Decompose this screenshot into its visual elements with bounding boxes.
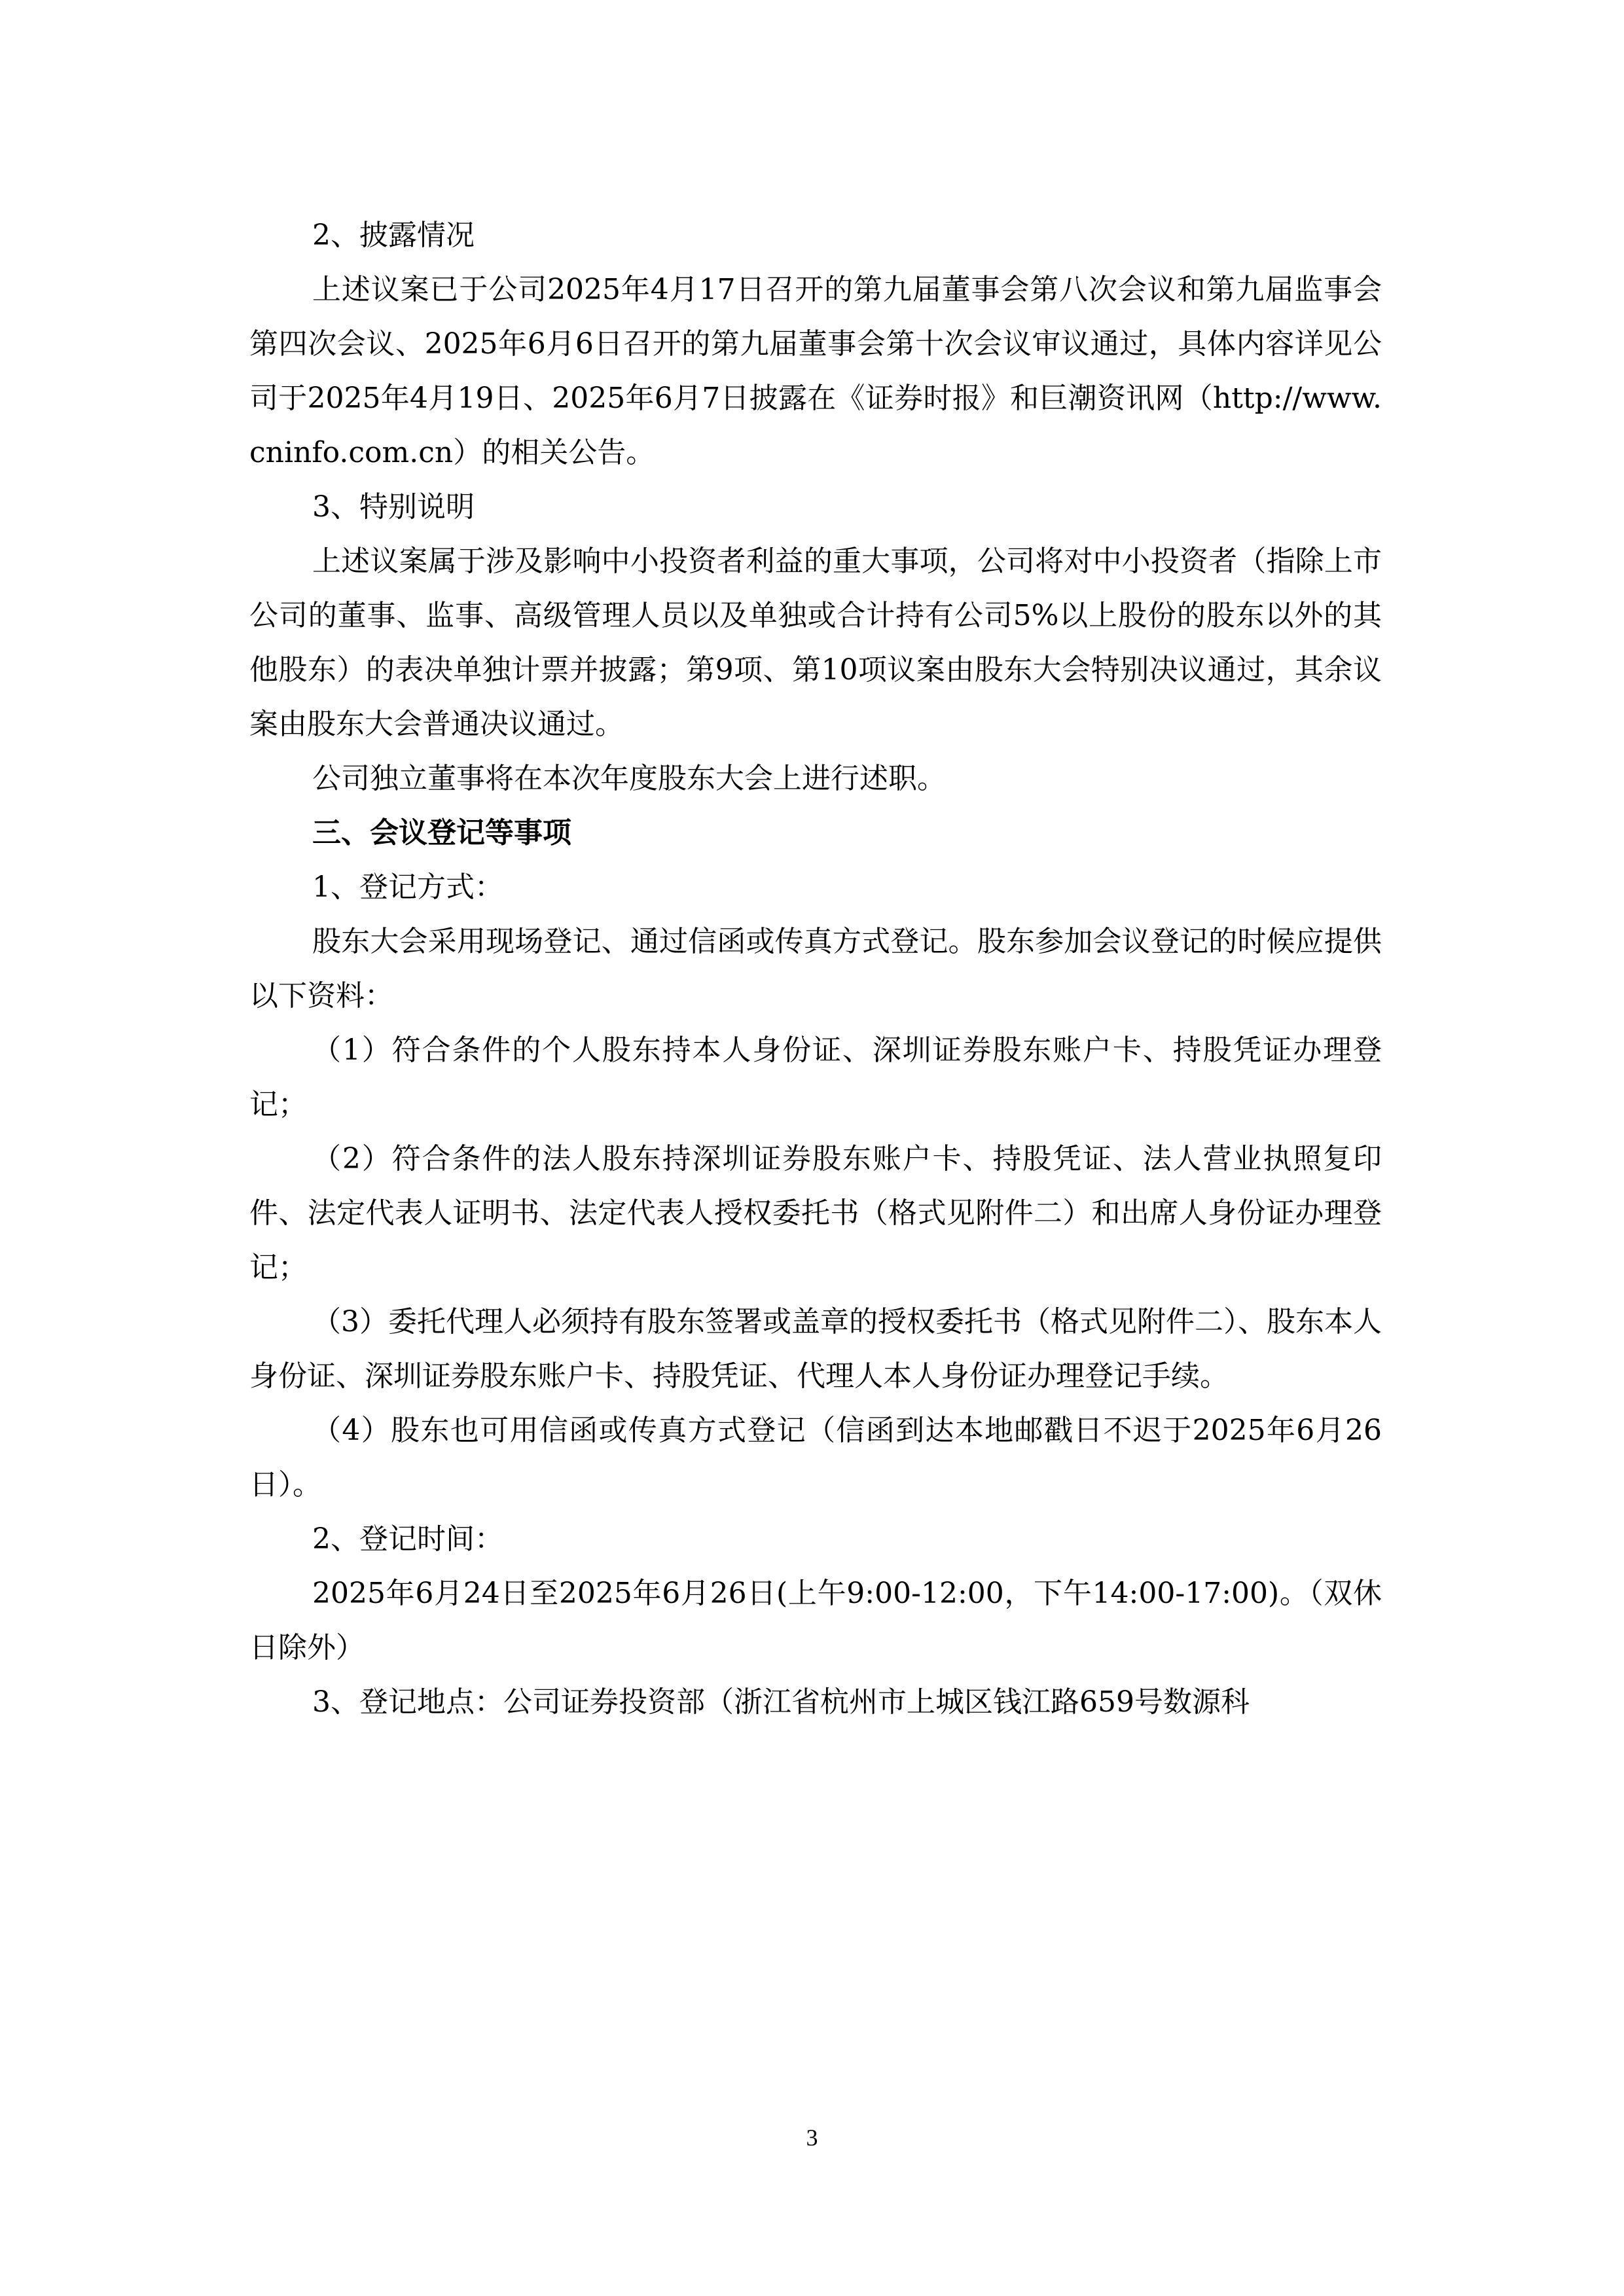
list-item-corporate-shareholder: （2）符合条件的法人股东持深圳证券股东账户卡、持股凭证、法人营业执照复印件、法定代表人证明书、法定代表人授权委托书（格式见附件二）和出席人身份证办理登记； (249, 1142, 1382, 1284)
subheading-registration-time: 2、登记时间： (312, 1522, 503, 1556)
paragraph-independent-directors: 公司独立董事将在本次年度股东大会上进行述职。 (312, 762, 946, 795)
paragraph-registration-method: 股东大会采用现场登记、通过信函或传真方式登记。股东参加会议登记的时候应提供以下资料： (249, 925, 1382, 1013)
paragraph-special-notes: 上述议案属于涉及影响中小投资者利益的重大事项，公司将对中小投资者（指除上市公司的董事、监事、高级管理人员以及单独或合计持有公司5%以上股份的股东以外的其他股东）的表决单独计票并披露；第9项、第10项议案由股东大会特别决议通过，其余议案由股东大会普通决议通过。 (249, 545, 1382, 741)
section-heading-registration: 三、会议登记等事项 (312, 816, 571, 850)
document-body (249, 208, 1382, 1729)
list-item-mail-fax: （4）股东也可用信函或传真方式登记（信函到达本地邮戳日不迟于2025年6月26日）。 (249, 1414, 1382, 1501)
subheading-special-notes: 3、特别说明 (312, 490, 475, 524)
paragraph-registration-location: 3、登记地点：公司证券投资部（浙江省杭州市上城区钱江路659号数源科 (312, 1685, 1250, 1719)
list-item-individual-shareholder: （1）符合条件的个人股东持本人身份证、深圳证券股东账户卡、持股凭证办理登记； (249, 1033, 1382, 1121)
paragraph-disclosure-details: 上述议案已于公司2025年4月17日召开的第九届董事会第八次会议和第九届监事会第四次会议、2025年6月6日召开的第九届董事会第十次会议审议通过，具体内容详见公司于2025年4月19日、2025年6月7日披露在《证券时报》和巨潮资讯网（http://www.cninfo.com.cn）的相关公告。 (249, 273, 1382, 469)
paragraph-registration-time: 2025年6月24日至2025年6月26日(上午9:00-12:00，下午14:00-17:00)。（双休日除外） (249, 1577, 1382, 1664)
subheading-disclosure: 2、披露情况 (312, 219, 475, 252)
subheading-registration-method: 1、登记方式： (312, 870, 503, 904)
page-number: 3 (806, 2125, 818, 2151)
list-item-proxy: （3）委托代理人必须持有股东签署或盖章的授权委托书（格式见附件二）、股东本人身份证、深圳证券股东账户卡、持股凭证、代理人本人身份证办理登记手续。 (249, 1305, 1382, 1393)
